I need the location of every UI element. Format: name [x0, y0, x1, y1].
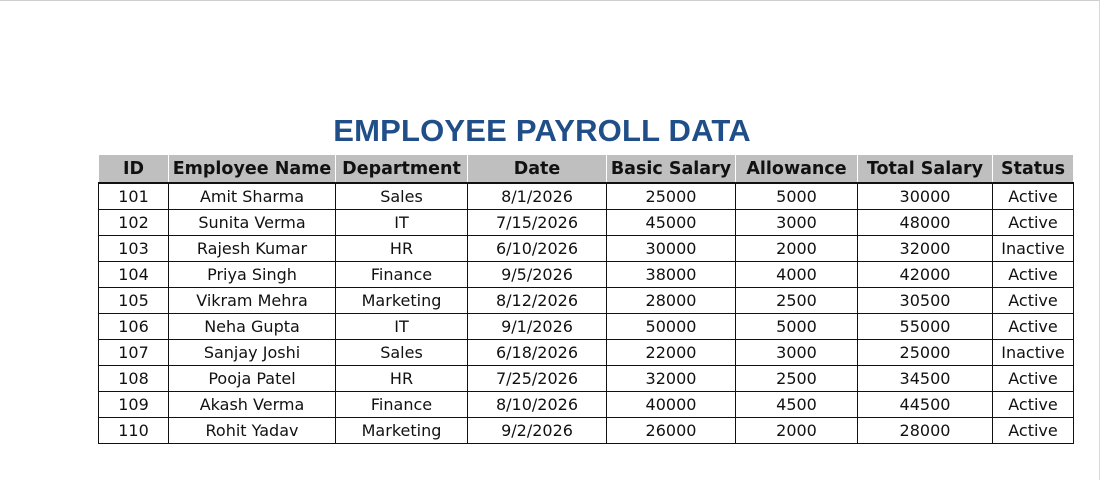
cell-basic-salary[interactable]: 32000: [607, 366, 736, 392]
cell-department[interactable]: HR: [336, 366, 468, 392]
table-row: [99, 262, 1074, 288]
column-header-department[interactable]: Department: [336, 155, 468, 183]
cell-status[interactable]: Active: [993, 314, 1074, 340]
cell-allowance[interactable]: 4000: [736, 262, 858, 288]
header-row: [99, 155, 1074, 183]
cell-employee-name[interactable]: Neha Gupta: [169, 314, 336, 340]
cell-employee-name[interactable]: Amit Sharma: [169, 183, 336, 210]
cell-date[interactable]: 8/10/2026: [468, 392, 607, 418]
cell-status[interactable]: Active: [993, 418, 1074, 444]
cell-employee-name[interactable]: Sanjay Joshi: [169, 340, 336, 366]
cell-total-salary[interactable]: 55000: [858, 314, 993, 340]
cell-total-salary[interactable]: 30000: [858, 183, 993, 210]
cell-total-salary[interactable]: 32000: [858, 236, 993, 262]
cell-id[interactable]: 106: [99, 314, 169, 340]
cell-total-salary[interactable]: 44500: [858, 392, 993, 418]
cell-id[interactable]: 107: [99, 340, 169, 366]
table-header: [99, 155, 1074, 183]
cell-id[interactable]: 103: [99, 236, 169, 262]
column-header-total-salary[interactable]: Total Salary: [858, 155, 993, 183]
column-header-basic-salary[interactable]: Basic Salary: [607, 155, 736, 183]
cell-date[interactable]: 9/5/2026: [468, 262, 607, 288]
table-body: [99, 183, 1074, 444]
cell-status[interactable]: Active: [993, 288, 1074, 314]
cell-date[interactable]: 9/2/2026: [468, 418, 607, 444]
column-header-id[interactable]: ID: [99, 155, 169, 183]
cell-basic-salary[interactable]: 38000: [607, 262, 736, 288]
cell-department[interactable]: HR: [336, 236, 468, 262]
cell-total-salary[interactable]: 25000: [858, 340, 993, 366]
cell-allowance[interactable]: 2500: [736, 366, 858, 392]
cell-total-salary[interactable]: 48000: [858, 210, 993, 236]
cell-date[interactable]: 8/1/2026: [468, 183, 607, 210]
table-row: [99, 210, 1074, 236]
table-row: [99, 183, 1074, 210]
cell-department[interactable]: IT: [336, 314, 468, 340]
cell-status[interactable]: Inactive: [993, 236, 1074, 262]
cell-id[interactable]: 105: [99, 288, 169, 314]
cell-department[interactable]: Sales: [336, 183, 468, 210]
cell-department[interactable]: Sales: [336, 340, 468, 366]
cell-total-salary[interactable]: 34500: [858, 366, 993, 392]
cell-allowance[interactable]: 5000: [736, 314, 858, 340]
column-header-allowance[interactable]: Allowance: [736, 155, 858, 183]
cell-employee-name[interactable]: Rajesh Kumar: [169, 236, 336, 262]
cell-id[interactable]: 109: [99, 392, 169, 418]
cell-allowance[interactable]: 3000: [736, 210, 858, 236]
column-header-date[interactable]: Date: [468, 155, 607, 183]
cell-basic-salary[interactable]: 30000: [607, 236, 736, 262]
payroll-table: [98, 155, 1074, 444]
cell-status[interactable]: Active: [993, 210, 1074, 236]
cell-employee-name[interactable]: Vikram Mehra: [169, 288, 336, 314]
cell-total-salary[interactable]: 28000: [858, 418, 993, 444]
cell-date[interactable]: 6/18/2026: [468, 340, 607, 366]
table-row: [99, 418, 1074, 444]
cell-basic-salary[interactable]: 40000: [607, 392, 736, 418]
page-title: EMPLOYEE PAYROLL DATA: [333, 113, 751, 148]
cell-basic-salary[interactable]: 45000: [607, 210, 736, 236]
table-row: [99, 366, 1074, 392]
table-row: [99, 288, 1074, 314]
cell-allowance[interactable]: 3000: [736, 340, 858, 366]
cell-allowance[interactable]: 5000: [736, 183, 858, 210]
cell-status[interactable]: Active: [993, 392, 1074, 418]
cell-date[interactable]: 7/25/2026: [468, 366, 607, 392]
cell-allowance[interactable]: 4500: [736, 392, 858, 418]
cell-id[interactable]: 101: [99, 183, 169, 210]
table-row: [99, 314, 1074, 340]
cell-id[interactable]: 104: [99, 262, 169, 288]
cell-employee-name[interactable]: Priya Singh: [169, 262, 336, 288]
cell-date[interactable]: 8/12/2026: [468, 288, 607, 314]
cell-date[interactable]: 7/15/2026: [468, 210, 607, 236]
cell-id[interactable]: 110: [99, 418, 169, 444]
cell-basic-salary[interactable]: 50000: [607, 314, 736, 340]
cell-employee-name[interactable]: Sunita Verma: [169, 210, 336, 236]
cell-basic-salary[interactable]: 28000: [607, 288, 736, 314]
table-row: [99, 392, 1074, 418]
top-divider: [0, 0, 1100, 1]
cell-employee-name[interactable]: Rohit Yadav: [169, 418, 336, 444]
cell-department[interactable]: IT: [336, 210, 468, 236]
cell-status[interactable]: Active: [993, 366, 1074, 392]
cell-allowance[interactable]: 2000: [736, 418, 858, 444]
cell-department[interactable]: Marketing: [336, 288, 468, 314]
cell-total-salary[interactable]: 42000: [858, 262, 993, 288]
cell-status[interactable]: Active: [993, 183, 1074, 210]
column-header-employee-name[interactable]: Employee Name: [169, 155, 336, 183]
table-row: [99, 340, 1074, 366]
cell-department[interactable]: Marketing: [336, 418, 468, 444]
cell-basic-salary[interactable]: 26000: [607, 418, 736, 444]
table-row: [99, 236, 1074, 262]
cell-status[interactable]: Active: [993, 262, 1074, 288]
cell-department[interactable]: Finance: [336, 392, 468, 418]
cell-total-salary[interactable]: 30500: [858, 288, 993, 314]
cell-employee-name[interactable]: Akash Verma: [169, 392, 336, 418]
cell-date[interactable]: 6/10/2026: [468, 236, 607, 262]
cell-id[interactable]: 108: [99, 366, 169, 392]
cell-status[interactable]: Inactive: [993, 340, 1074, 366]
cell-date[interactable]: 9/1/2026: [468, 314, 607, 340]
cell-allowance[interactable]: 2000: [736, 236, 858, 262]
cell-id[interactable]: 102: [99, 210, 169, 236]
cell-basic-salary[interactable]: 22000: [607, 340, 736, 366]
cell-employee-name[interactable]: Pooja Patel: [169, 366, 336, 392]
cell-basic-salary[interactable]: 25000: [607, 183, 736, 210]
cell-department[interactable]: Finance: [336, 262, 468, 288]
cell-allowance[interactable]: 2500: [736, 288, 858, 314]
column-header-status[interactable]: Status: [993, 155, 1074, 183]
